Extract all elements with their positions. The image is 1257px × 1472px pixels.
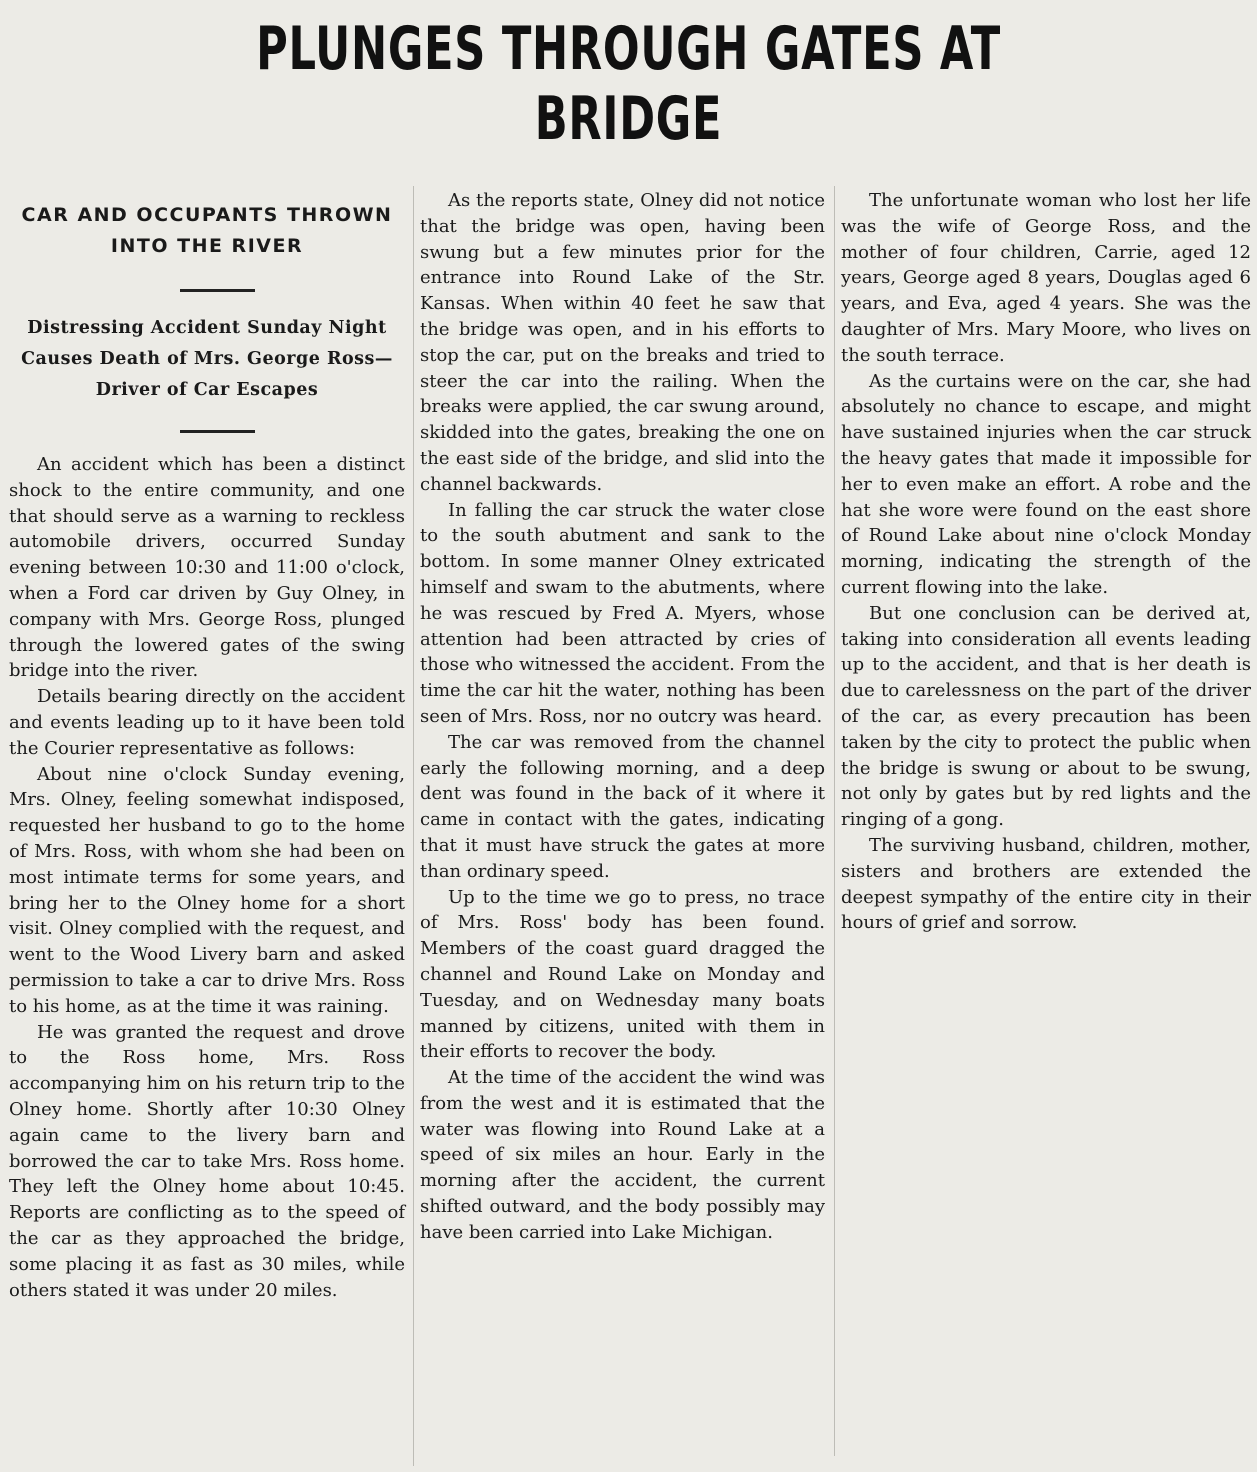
column-2-body [420,188,825,1246]
paragraph: As the reports state, Olney did not notice that the bridge was open, having been swung but a few minutes prior for the entrance into Round Lake of the Str. Kansas. When within 40 feet he saw that the bridge was open, and in his efforts to stop the car, put on the breaks and tried to steer the car into the railing. When the breaks were applied, the car swung around, skidded into the gates, breaking the one on the east side of the bridge, and slid into the channel backwards. [420,190,825,495]
paragraph: An accident which has been a distinct shock to the entire community, and one that should serve as a warning to reckless automobile drivers, occurred Sunday evening between 10:30 and 11:00 o'clock, when a Ford car driven by Guy Olney, in company with Mrs. George Ross, plunged through the lowered gates of the swing bridge into the river. [9,454,405,682]
paragraph: About nine o'clock Sunday evening, Mrs. Olney, feeling somewhat indisposed, requested her husband to go to the home of Mrs. Ross, with whom she had been on most intimate terms for some years, and bring her to the Olney home for a short visit. Olney complied with the request, and went to the Wood Livery barn and asked permission to take a car to drive Mrs. Ross to his home, as at the time it was raining. [9,763,405,1017]
headline: PLUNGES THROUGH GATES AT BRIDGE [256,14,1001,154]
subheadline: CAR AND OCCUPANTS THROWN INTO THE RIVER [21,204,393,257]
paragraph: The unfortunate woman who lost her life was the wife of George Ross, and the mother of four children, Carrie, aged 12 years, George aged 8 years, Douglas aged 6 years, and Eva, aged 4 years. She was the daughter of Mrs. Mary Moore, who lives on the south terrace. [841,190,1251,366]
divider-rule [180,289,255,292]
paragraph: In falling the car struck the water close to the south abutment and sank to the bottom. In some manner Olney extricated himself and swam to the abutments, where he was rescued by Fred A. Myers, whose attention had been attracted by cries of those who witnessed the accident. From the time the car hit the water, nothing has been seen of Mrs. Ross, nor no outcry was heard. [420,499,825,727]
column-3-body [841,188,1251,936]
paragraph: As the curtains were on the car, she had absolutely no chance to escape, and might have sustained injuries when the car struck the heavy gates that made it impossible for her to even make an effort. A robe and the hat she wore were found on the east shore of Round Lake about nine o'clock Monday morning, indicating the strength of the current flowing into the lake. [841,370,1251,598]
paragraph: But one conclusion can be derived at, taking into consideration all events leading up to the accident, and that is her death is due to carelessness on the part of the driver of the car, as every precaution has been taken by the city to protect the public when the bridge is swung or about to be swung, not only by gates but by red lights and the ringing of a gong. [841,602,1251,831]
paragraph: Up to the time we go to press, no trace of Mrs. Ross' body has been found. Members of the coast guard dragged the channel and Round Lake on Monday and Tuesday, and on Wednesday many boats manned by citizens, united with them in their efforts to recover the body. [420,886,825,1063]
column-divider-right [834,186,835,1456]
paragraph: The surviving husband, children, mother, sisters and brothers are extended the deepest sympathy of the entire city in their hours of grief and sorrow. [841,834,1251,934]
divider-rule [180,430,255,433]
column-divider-left [413,186,414,1466]
paragraph: Details bearing directly on the accident and events leading up to it have been told the Courier representative as follows: [9,686,405,759]
column-1-body [9,452,405,1303]
paragraph: At the time of the accident the wind was from the west and it is estimated that the water was flowing into Round Lake at a speed of six miles an hour. Early in the morning after the accident, the current shifted outward, and the body possibly may have been carried into Lake Michigan. [420,1067,825,1243]
paragraph: He was granted the request and drove to the Ross home, Mrs. Ross accompanying him on his return trip to the Olney home. Shortly after 10:30 Olney again came to the livery barn and borrowed the car to take Mrs. Ross home. They left the Olney home about 10:45. Reports are conflicting as to the speed of the car as they approached the bridge, some placing it as fast as 30 miles, while others stated it was under 20 miles. [9,1021,405,1301]
deck-headline: Distressing Accident Sunday Night Causes Death of Mrs. George Ross—Driver of Car Escapes [21,318,393,400]
paragraph: The car was removed from the channel early the following morning, and a deep dent was found in the back of it where it came in contact with the gates, indicating that it must have struck the gates at more than ordinary speed. [420,731,825,882]
